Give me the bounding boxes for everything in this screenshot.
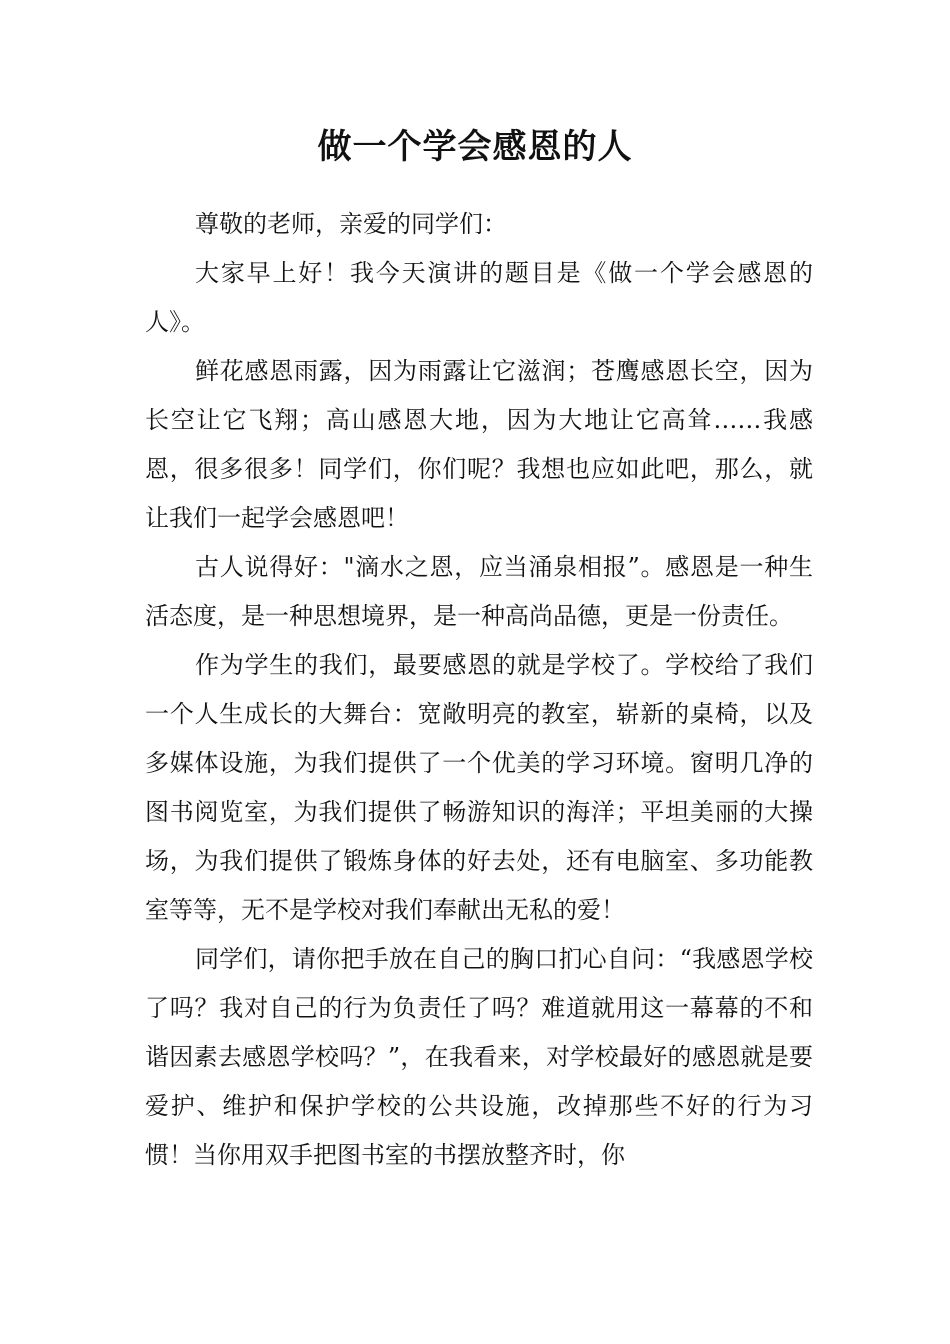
paragraph-ancient-saying: 古人说得好："滴水之恩，应当涌泉相报”。感恩是一种生活态度，是一种思想境界，是一种高尚品德，更是一份责任。 (145, 553, 813, 630)
document-title: 做一个学会感恩的人 (317, 127, 633, 167)
paragraph-nature-gratitude: 鲜花感恩雨露，因为雨露让它滋润；苍鹰感恩长空，因为长空让它飞翔；高山感恩大地，因为大地让它高耸……我感恩，很多很多！同学们，你们呢？我想也应如此吧，那么，就让我们一起学会感恩吧！ (145, 357, 813, 532)
paragraph-school-gratitude: 作为学生的我们，最要感恩的就是学校了。学校给了我们一个人生成长的大舞台：宽敞明亮的教室，崭新的桌椅，以及多媒体设施，为我们提供了一个优美的学习环境。窗明几净的图书阅览室，为我们提供了畅游知识的海洋；平坦美丽的大操场，为我们提供了锻炼身体的好去处，还有电脑室、多功能教室等等，无不是学校对我们奉献出无私的爱！ (145, 651, 813, 924)
paragraph-self-reflection: 同学们，请你把手放在自己的胸口扪心自问：“我感恩学校了吗？我对自己的行为负责任了吗？难道就用这一幕幕的不和谐因素去感恩学校吗？”，在我看来，对学校最好的感恩就是要爱护、维护和保护学校的公共设施，改掉那些不好的行为习惯！当你用双手把图书室的书摆放整齐时，你 (145, 945, 813, 1169)
document-body (145, 200, 813, 1180)
paragraph-greeting: 大家早上好！我今天演讲的题目是《做一个学会感恩的人》。 (145, 259, 813, 336)
paragraph-salutation: 尊敬的老师，亲爱的同学们： (195, 210, 507, 238)
